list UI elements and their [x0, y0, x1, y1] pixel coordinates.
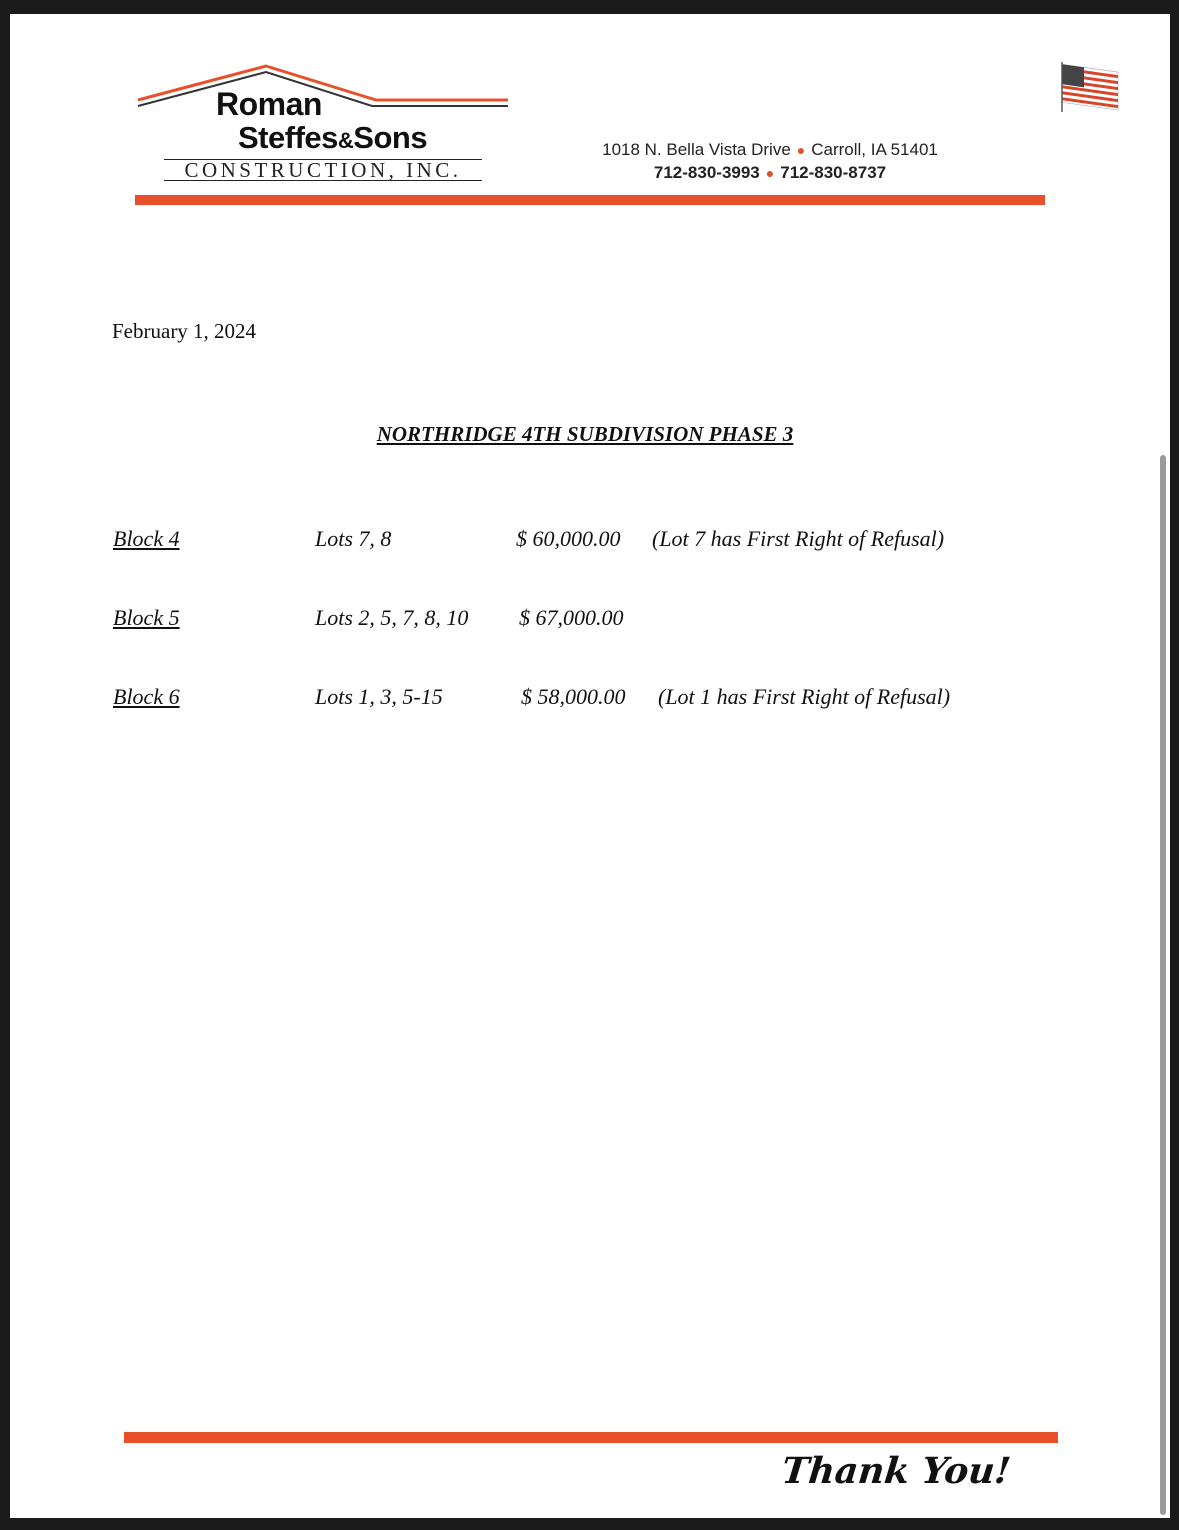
block-label: Block 4 — [113, 526, 180, 551]
table-row — [10, 526, 1170, 556]
american-flag-icon — [1060, 62, 1122, 114]
lots-label: Lots 1, 3, 5-15 — [315, 684, 443, 709]
company-name-steffes-sons: Steffes&Sons — [238, 120, 428, 155]
table-row — [10, 605, 1170, 635]
block-label: Block 5 — [113, 605, 180, 630]
subdivision-heading: NORTHRIDGE 4TH SUBDIVISION PHASE 3 — [376, 422, 794, 446]
price-label: $ 67,000.00 — [519, 605, 624, 630]
price-label: $ 60,000.00 — [516, 526, 621, 551]
block-label: Block 6 — [113, 684, 180, 709]
company-address: 1018 N. Bella Vista Drive ● Carroll, IA 51401 — [602, 140, 938, 159]
letter-date: February 1, 2024 — [112, 319, 257, 343]
price-label: $ 58,000.00 — [521, 684, 626, 709]
lots-label: Lots 7, 8 — [315, 526, 392, 551]
company-name-construction: CONSTRUCTION, INC. — [164, 159, 482, 181]
footer-divider — [124, 1432, 1058, 1443]
lots-label: Lots 2, 5, 7, 8, 10 — [315, 605, 469, 630]
header-divider — [135, 195, 1045, 205]
scrollbar[interactable] — [1160, 455, 1166, 1515]
company-name-roman: Roman — [216, 86, 322, 122]
bullet-icon: ● — [796, 142, 806, 158]
roof-logo-icon — [136, 62, 526, 112]
bullet-icon: ● — [765, 165, 775, 181]
note-label: (Lot 1 has First Right of Refusal) — [658, 684, 951, 709]
company-phones: 712-830-3993 ● 712-830-8737 — [653, 163, 887, 182]
table-row — [10, 684, 1170, 714]
thank-you-text: Thank You! — [779, 1450, 1013, 1492]
letter-page — [10, 14, 1170, 1518]
note-label: (Lot 7 has First Right of Refusal) — [652, 526, 945, 551]
